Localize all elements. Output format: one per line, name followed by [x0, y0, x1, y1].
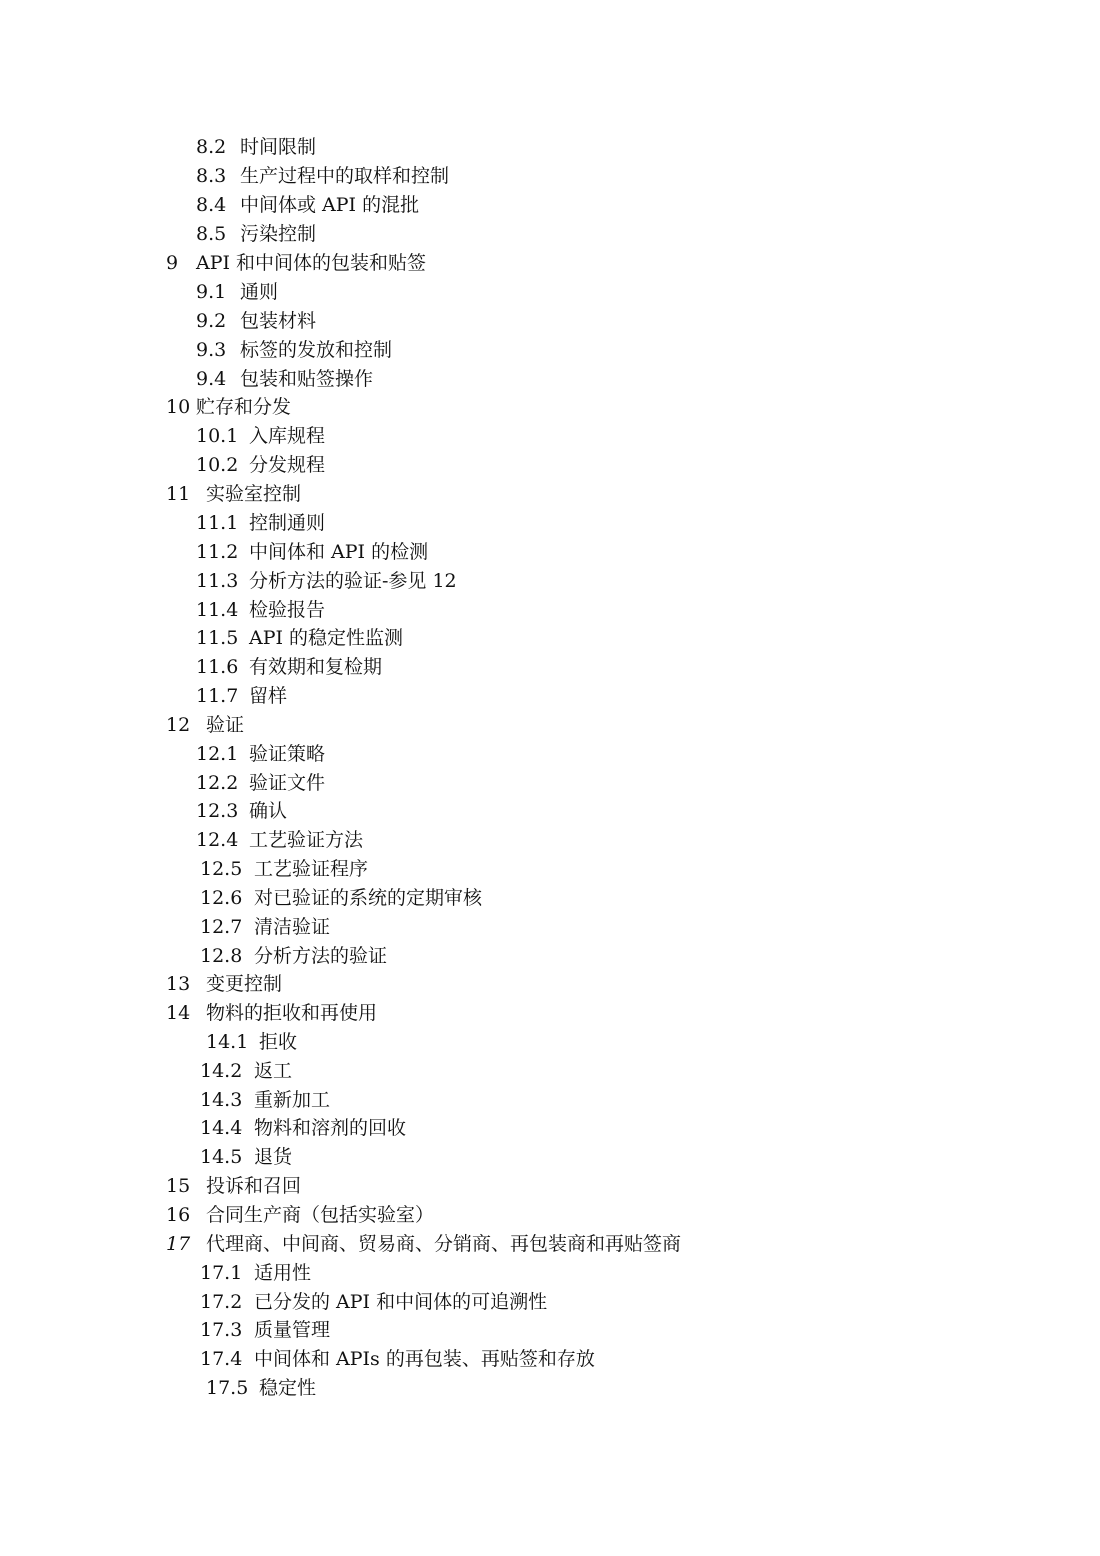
toc-title: API 的稳定性监测 — [249, 627, 404, 649]
toc-number: 9.2 — [196, 310, 227, 332]
toc-number: 17 — [166, 1233, 191, 1255]
toc-number: 11.7 — [196, 685, 239, 707]
toc-number: 9 — [166, 252, 179, 274]
toc-title: 污染控制 — [240, 223, 317, 245]
toc-title: 包装材料 — [240, 310, 317, 332]
toc-number: 14.3 — [200, 1089, 243, 1111]
toc-title: 时间限制 — [240, 136, 317, 158]
toc-number: 10.2 — [196, 454, 239, 476]
toc-number: 11.4 — [196, 599, 239, 621]
toc-number: 17.3 — [200, 1319, 243, 1341]
toc-title: 物料和溶剂的回收 — [254, 1117, 407, 1139]
toc-title: 物料的拒收和再使用 — [206, 1002, 378, 1024]
toc-number: 13 — [166, 973, 191, 995]
toc-title: 中间体和 APIs 的再包装、再贴签和存放 — [254, 1348, 595, 1370]
toc-title: 确认 — [249, 800, 288, 822]
toc-title: 工艺验证方法 — [249, 829, 364, 851]
toc-title: 分析方法的验证-参见 12 — [249, 570, 457, 592]
toc-number: 12 — [166, 714, 191, 736]
toc-number: 11 — [166, 483, 191, 505]
toc-number: 12.5 — [200, 858, 243, 880]
toc-number: 11.6 — [196, 656, 239, 678]
toc-number: 11.1 — [196, 512, 239, 534]
toc-title: 验证文件 — [249, 772, 326, 794]
toc-title: API 和中间体的包装和贴签 — [196, 252, 427, 274]
toc-number: 17.5 — [206, 1377, 249, 1399]
toc-number: 14.5 — [200, 1146, 243, 1168]
toc-title: 实验室控制 — [206, 483, 302, 505]
toc-number: 12.1 — [196, 743, 239, 765]
toc-number: 12.4 — [196, 829, 239, 851]
toc-title: 适用性 — [254, 1262, 312, 1284]
toc-number: 12.6 — [200, 887, 243, 909]
toc-title: 留样 — [249, 685, 288, 707]
toc-number: 8.2 — [196, 136, 227, 158]
toc-title: 重新加工 — [254, 1089, 331, 1111]
toc-title: 检验报告 — [249, 599, 326, 621]
toc-title: 入库规程 — [249, 425, 326, 447]
toc-number: 12.8 — [200, 945, 243, 967]
toc-number: 11.2 — [196, 541, 239, 563]
toc-number: 10.1 — [196, 425, 239, 447]
toc-number: 12.3 — [196, 800, 239, 822]
toc-number: 9.1 — [196, 281, 227, 303]
toc-title: 分发规程 — [249, 454, 326, 476]
toc-title: 代理商、中间商、贸易商、分销商、再包装商和再贴签商 — [206, 1233, 682, 1255]
toc-title: 标签的发放和控制 — [240, 339, 393, 361]
toc-title: 返工 — [254, 1060, 293, 1082]
toc-number: 11.3 — [196, 570, 239, 592]
toc-title: 对已验证的系统的定期审核 — [254, 887, 483, 909]
toc-number: 9.3 — [196, 339, 227, 361]
toc-title: 控制通则 — [249, 512, 326, 534]
toc-number: 12.2 — [196, 772, 239, 794]
toc-number: 15 — [166, 1175, 191, 1197]
toc-title: 稳定性 — [259, 1377, 317, 1399]
toc-title: 中间体或 API 的混批 — [240, 194, 420, 216]
toc-number: 12.7 — [200, 916, 243, 938]
toc-title: 退货 — [254, 1146, 293, 1168]
toc-number: 11.5 — [196, 627, 239, 649]
toc-title: 生产过程中的取样和控制 — [240, 165, 450, 187]
toc-title: 有效期和复检期 — [249, 656, 383, 678]
toc-title: 验证 — [206, 714, 245, 736]
toc-number: 8.3 — [196, 165, 227, 187]
toc-number: 14 — [166, 1002, 191, 1024]
toc-title: 投诉和召回 — [206, 1175, 302, 1197]
toc-number: 8.4 — [196, 194, 227, 216]
toc-number: 8.5 — [196, 223, 227, 245]
toc-number: 17.4 — [200, 1348, 243, 1370]
toc-number: 14.2 — [200, 1060, 243, 1082]
toc-title: 合同生产商（包括实验室） — [206, 1204, 435, 1226]
toc-number: 17.2 — [200, 1291, 243, 1313]
toc-title: 中间体和 API 的检测 — [249, 541, 429, 563]
toc-title: 工艺验证程序 — [254, 858, 369, 880]
toc-title: 通则 — [240, 281, 279, 303]
toc-number: 10 — [166, 396, 191, 418]
toc-title: 清洁验证 — [254, 916, 331, 938]
toc-title: 已分发的 API 和中间体的可追溯性 — [254, 1291, 548, 1313]
toc-number: 14.4 — [200, 1117, 243, 1139]
toc-number: 16 — [166, 1204, 191, 1226]
toc-title: 包装和贴签操作 — [240, 368, 374, 390]
toc-number: 9.4 — [196, 368, 227, 390]
toc-number: 14.1 — [206, 1031, 249, 1053]
toc-title: 验证策略 — [249, 743, 326, 765]
toc-title: 分析方法的验证 — [254, 945, 388, 967]
toc-title: 变更控制 — [206, 973, 283, 995]
toc-title: 质量管理 — [254, 1319, 331, 1341]
toc-title: 贮存和分发 — [196, 396, 292, 418]
toc-number: 17.1 — [200, 1262, 243, 1284]
toc-title: 拒收 — [259, 1031, 298, 1053]
